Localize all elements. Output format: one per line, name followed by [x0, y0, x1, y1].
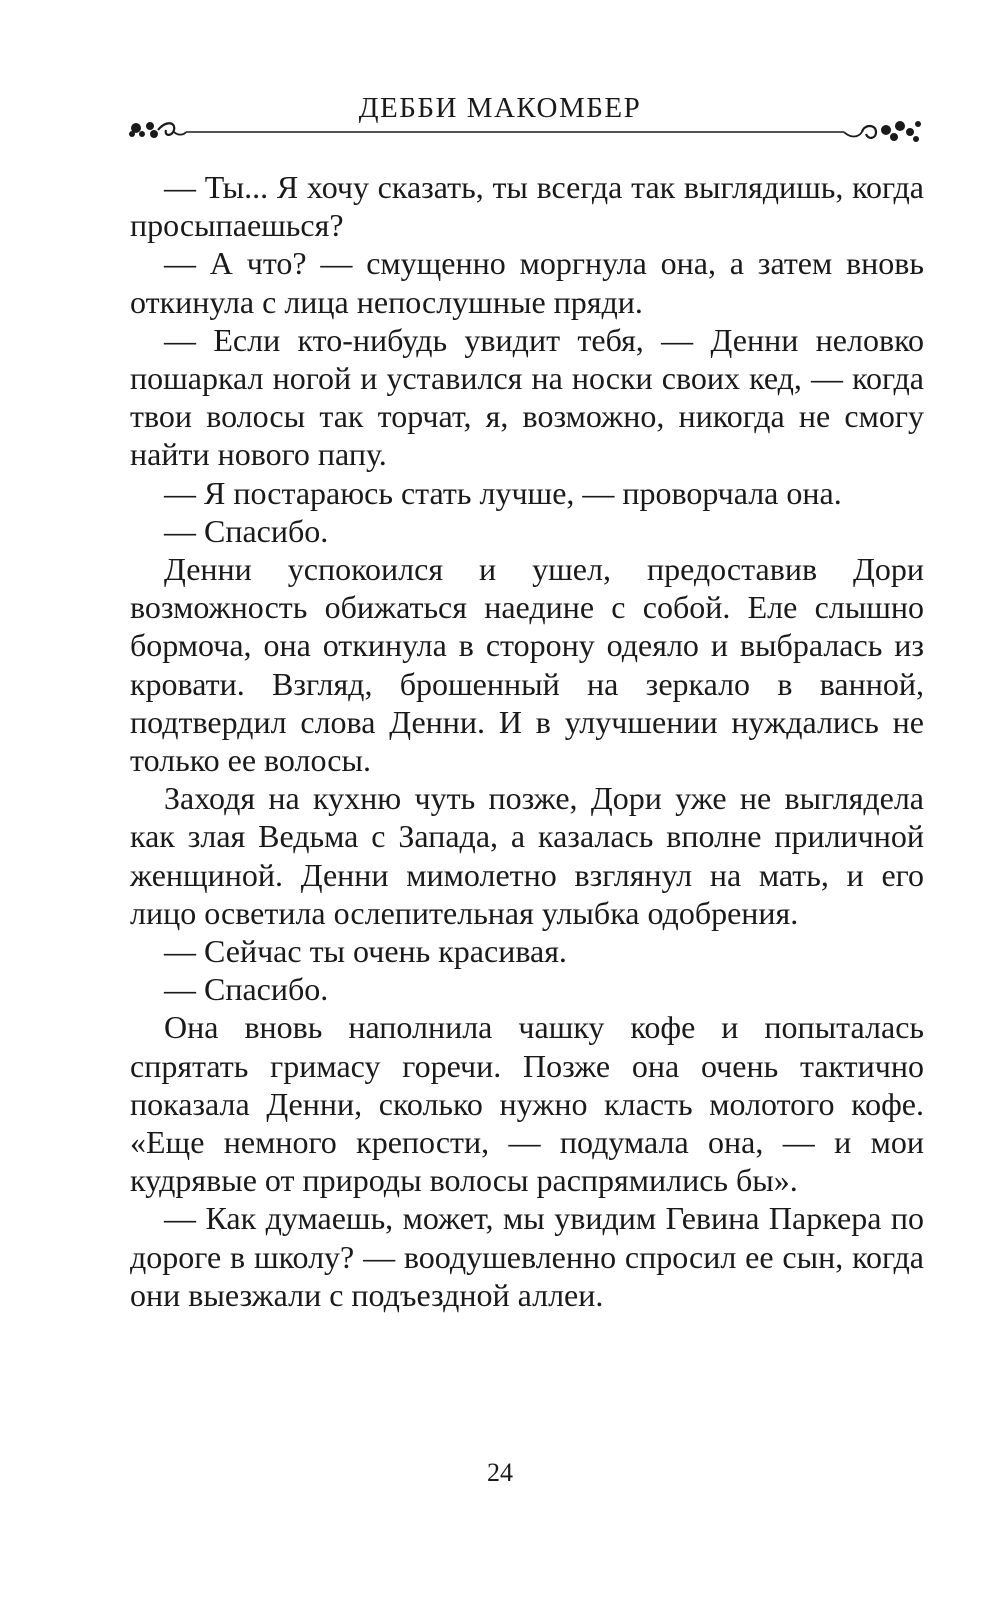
paragraph: Она вновь наполнила чашку кофе и попыталась спрятать гримасу горечи. Позже она очень тактично показала Денни, сколько нужно класть молотого кофе. «Еще немного крепости, — подумала она, — и мои кудрявые от природы волосы распрямились бы». [130, 1009, 924, 1199]
paragraph: Заходя на кухню чуть позже, Дори уже не выглядела как злая Ведьма с Запада, а казалась вполне приличной женщиной. Денни мимолетно взглянул на мать, и его лицо осветила ослепительная улыбка одобрения. [130, 780, 924, 931]
paragraph: — Сейчас ты очень красивая. [164, 933, 567, 970]
paragraph: — Как думаешь, может, мы увидим Гевина Паркера по дороге в школу? — воодушевленно спросил ее сын, когда они выезжали с подъездной аллеи. [130, 1200, 924, 1313]
header-ornament-rule [128, 112, 924, 152]
page-number: 24 [487, 1458, 513, 1487]
paragraph: — Спасибо. [164, 971, 329, 1008]
right-flourish-icon [844, 121, 921, 142]
paragraph: — Ты... Я хочу сказать, ты всегда так выглядишь, когда просыпаешься? [130, 169, 924, 244]
paragraph: — Я постараюсь стать лучше, — проворчала она. [164, 474, 842, 511]
paragraph: — Если кто-нибудь увидит тебя, — Денни неловко пошаркал ногой и уставился на носки своих кед, — когда твои волосы так торчат, я, возможно, никогда не смогу найти нового папу. [130, 321, 924, 473]
left-flourish-icon [129, 122, 186, 138]
paragraph: — Спасибо. [164, 512, 329, 549]
paragraph: — А что? — смущенно моргнула она, а затем вновь откинула с лица непослушные пряди. [130, 245, 924, 320]
body-text [130, 168, 924, 1314]
running-title: ДЕББИ МАКОМБЕР [358, 92, 642, 124]
paragraph: Денни успокоился и ушел, предоставив Дори возможность обижаться наедине с собой. Еле слышно бормоча, она откинула в сторону одеяло и выбралась из кровати. Взгляд, брошенный на зеркало в ванной, подтвердил слова Денни. И в улучшении нуждались не только ее волосы. [130, 551, 924, 779]
